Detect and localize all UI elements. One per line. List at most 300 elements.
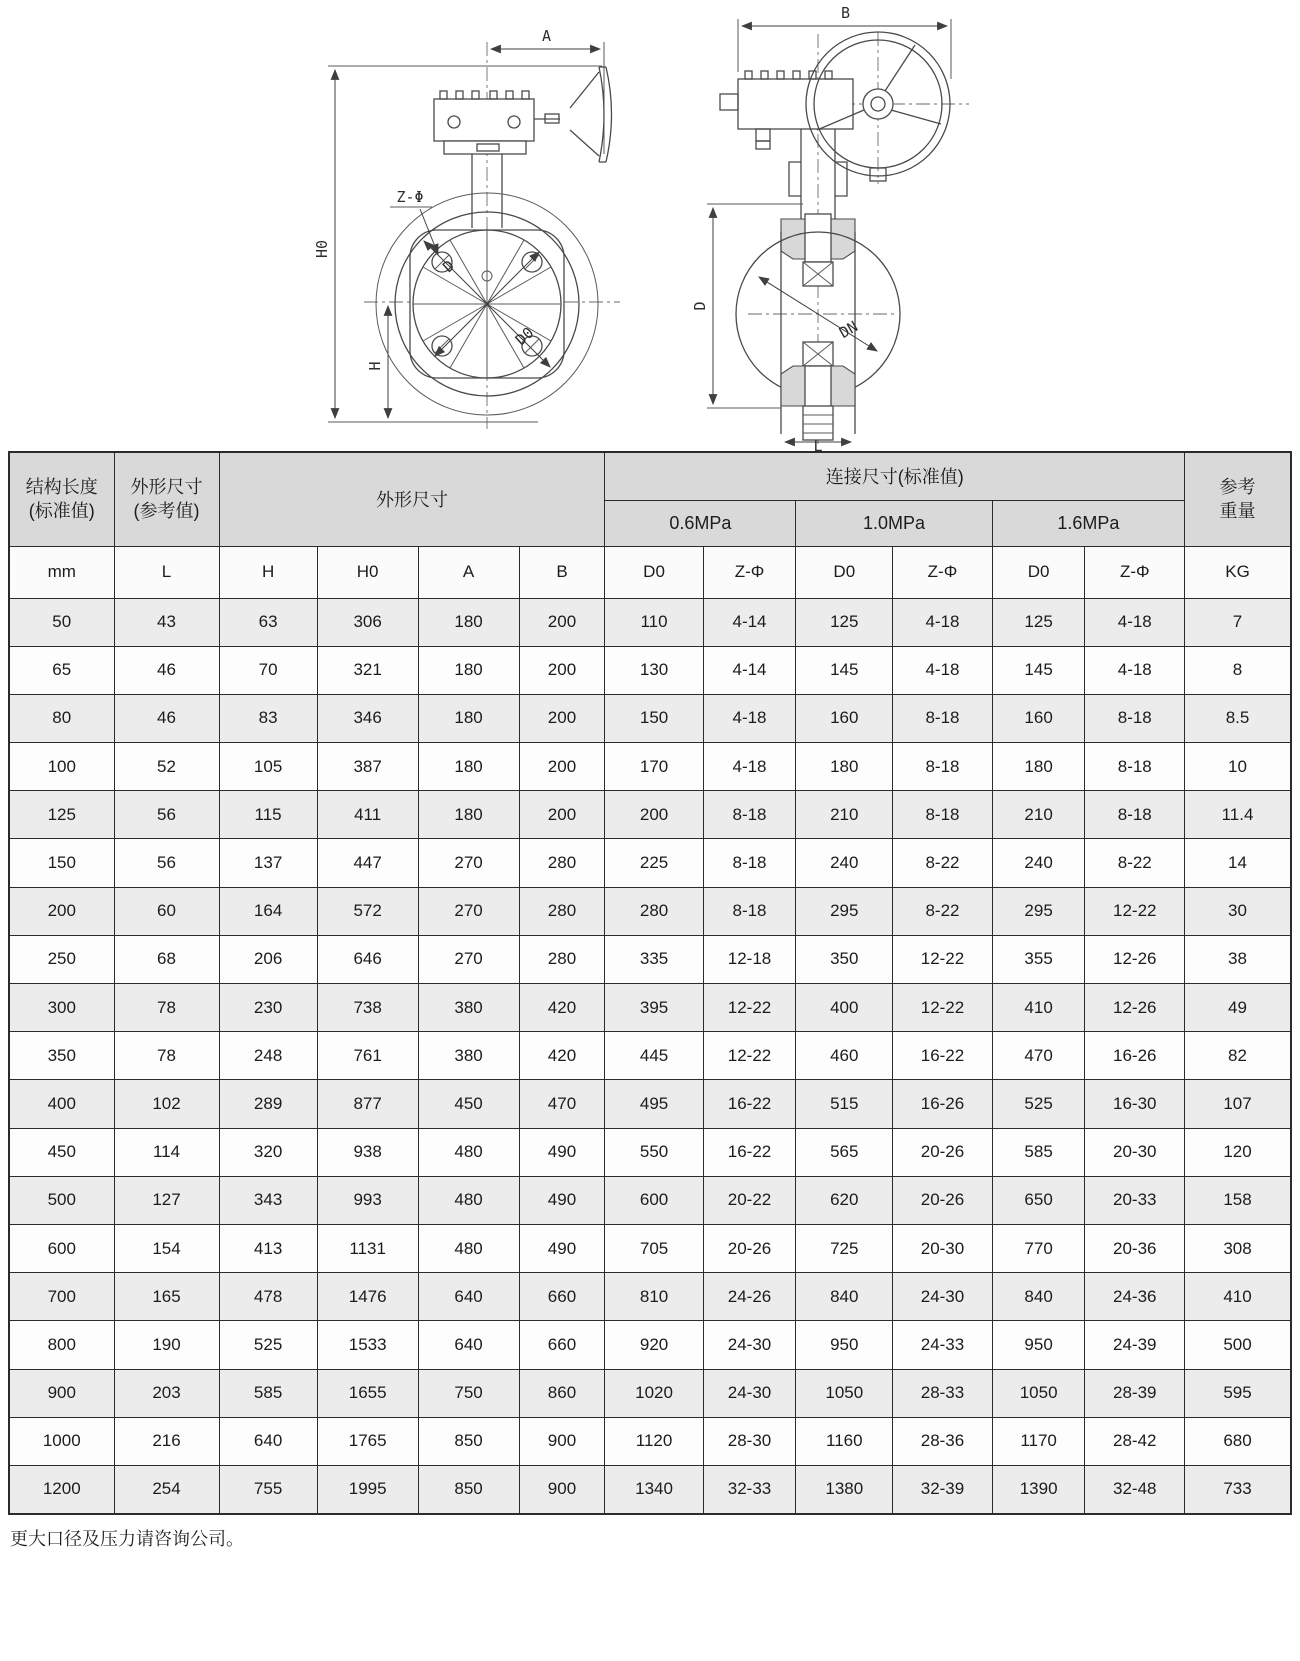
table-cell: 8-22 (1085, 839, 1185, 887)
header-structure-length-line1: 结构长度 (25, 476, 98, 497)
table-row (9, 598, 1291, 646)
table-cell: 660 (519, 1273, 605, 1321)
table-cell: 200 (519, 743, 605, 791)
unit-cell: Z-Φ (893, 546, 993, 598)
table-cell: 16-30 (1085, 1080, 1185, 1128)
dim-label-b: B (841, 4, 851, 22)
table-cell: 8-18 (1085, 743, 1185, 791)
table-row (9, 935, 1291, 983)
table-cell: 993 (317, 1176, 418, 1224)
table-cell: 410 (1185, 1273, 1291, 1321)
table-cell: 32-33 (703, 1465, 796, 1513)
table-cell: 565 (796, 1128, 893, 1176)
table-cell: 585 (219, 1369, 317, 1417)
table-cell: 420 (519, 1032, 605, 1080)
table-cell: 387 (317, 743, 418, 791)
table-cell: 500 (9, 1176, 114, 1224)
table-cell: 900 (519, 1417, 605, 1465)
table-cell: 480 (418, 1224, 519, 1272)
table-cell: 490 (519, 1128, 605, 1176)
table-cell: 447 (317, 839, 418, 887)
table-cell: 150 (9, 839, 114, 887)
table-cell: 32-48 (1085, 1465, 1185, 1513)
table-row (9, 1273, 1291, 1321)
table-cell: 240 (796, 839, 893, 887)
table-cell: 28-36 (893, 1417, 993, 1465)
table-cell: 20-22 (703, 1176, 796, 1224)
table-cell: 12-18 (703, 935, 796, 983)
table-cell: 125 (992, 598, 1085, 646)
table-cell: 490 (519, 1224, 605, 1272)
table-cell: 24-26 (703, 1273, 796, 1321)
table-cell: 38 (1185, 935, 1291, 983)
table-cell: 164 (219, 887, 317, 935)
dimensions-table (8, 451, 1292, 1515)
header-weight (1185, 452, 1291, 546)
table-cell: 68 (114, 935, 219, 983)
header-pressure-10: 1.0MPa (796, 500, 992, 546)
unit-cell: D0 (796, 546, 893, 598)
table-cell: 705 (605, 1224, 703, 1272)
header-pressure-16: 1.6MPa (992, 500, 1184, 546)
table-cell: 28-30 (703, 1417, 796, 1465)
table-cell: 4-18 (893, 598, 993, 646)
table-cell: 600 (9, 1224, 114, 1272)
table-cell: 938 (317, 1128, 418, 1176)
dim-label-d: D (439, 256, 459, 276)
units-row (9, 546, 1291, 598)
table-cell: 60 (114, 887, 219, 935)
header-weight-line2: 重量 (1219, 501, 1256, 522)
table-cell: 20-30 (1085, 1128, 1185, 1176)
table-cell: 320 (219, 1128, 317, 1176)
table-cell: 950 (796, 1321, 893, 1369)
table-cell: 725 (796, 1224, 893, 1272)
table-cell: 10 (1185, 743, 1291, 791)
table-cell: 525 (219, 1321, 317, 1369)
dim-label-d-side: D (691, 301, 709, 311)
table-cell: 16-26 (893, 1080, 993, 1128)
table-cell: 650 (992, 1176, 1085, 1224)
table-cell: 1131 (317, 1224, 418, 1272)
table-cell: 620 (796, 1176, 893, 1224)
table-cell: 470 (519, 1080, 605, 1128)
table-cell: 640 (219, 1417, 317, 1465)
table-cell: 12-22 (703, 984, 796, 1032)
table-cell: 8-18 (1085, 694, 1185, 742)
table-cell: 395 (605, 984, 703, 1032)
table-cell: 410 (992, 984, 1085, 1032)
table-cell: 8-18 (1085, 791, 1185, 839)
table-cell: 24-30 (893, 1273, 993, 1321)
valve-front-view-drawing (302, 4, 647, 444)
header-pressure-06: 0.6MPa (605, 500, 796, 546)
table-cell: 24-33 (893, 1321, 993, 1369)
table-row (9, 887, 1291, 935)
table-cell: 400 (9, 1080, 114, 1128)
table-cell: 180 (418, 646, 519, 694)
unit-cell: B (519, 546, 605, 598)
table-cell: 280 (605, 887, 703, 935)
unit-cell: D0 (992, 546, 1085, 598)
table-cell: 107 (1185, 1080, 1291, 1128)
table-cell: 280 (519, 839, 605, 887)
table-cell: 321 (317, 646, 418, 694)
unit-cell: Z-Φ (703, 546, 796, 598)
table-cell: 1380 (796, 1465, 893, 1513)
table-cell: 56 (114, 839, 219, 887)
table-cell: 24-30 (703, 1321, 796, 1369)
table-cell: 1050 (796, 1369, 893, 1417)
table-cell: 180 (418, 598, 519, 646)
table-row (9, 984, 1291, 1032)
dim-label-dn: DN (836, 317, 861, 342)
table-cell: 920 (605, 1321, 703, 1369)
table-cell: 4-18 (1085, 598, 1185, 646)
header-dim-ref-line2: (参考值) (133, 501, 200, 522)
table-cell: 158 (1185, 1176, 1291, 1224)
dimensions-table-wrap (0, 451, 1300, 1515)
table-cell: 761 (317, 1032, 418, 1080)
table-cell: 450 (9, 1128, 114, 1176)
table-cell: 102 (114, 1080, 219, 1128)
table-cell: 16-22 (703, 1080, 796, 1128)
table-row (9, 694, 1291, 742)
table-cell: 200 (519, 694, 605, 742)
drawings-section (0, 0, 1300, 452)
table-cell: 280 (519, 887, 605, 935)
table-cell: 63 (219, 598, 317, 646)
table-cell: 180 (796, 743, 893, 791)
table-cell: 840 (796, 1273, 893, 1321)
unit-cell: D0 (605, 546, 703, 598)
table-cell: 572 (317, 887, 418, 935)
unit-cell: L (114, 546, 219, 598)
table-row (9, 1032, 1291, 1080)
table-cell: 525 (992, 1080, 1085, 1128)
table-cell: 145 (992, 646, 1085, 694)
table-cell: 100 (9, 743, 114, 791)
table-cell: 12-22 (1085, 887, 1185, 935)
table-cell: 733 (1185, 1465, 1291, 1513)
table-cell: 8-18 (893, 743, 993, 791)
table-row (9, 743, 1291, 791)
table-cell: 180 (992, 743, 1085, 791)
table-cell: 12-22 (893, 935, 993, 983)
table-cell: 8-18 (703, 791, 796, 839)
table-cell: 160 (992, 694, 1085, 742)
table-cell: 240 (992, 839, 1085, 887)
table-cell: 646 (317, 935, 418, 983)
table-cell: 810 (605, 1273, 703, 1321)
valve-side-view-drawing (653, 4, 998, 452)
table-cell: 12-22 (893, 984, 993, 1032)
table-row (9, 1417, 1291, 1465)
table-cell: 50 (9, 598, 114, 646)
table-cell: 78 (114, 984, 219, 1032)
table-cell: 210 (992, 791, 1085, 839)
table-cell: 515 (796, 1080, 893, 1128)
header-connection-group: 连接尺寸(标准值) (605, 452, 1185, 500)
table-cell: 114 (114, 1128, 219, 1176)
table-cell: 200 (519, 598, 605, 646)
table-cell: 12-22 (703, 1032, 796, 1080)
table-row (9, 839, 1291, 887)
table-cell: 110 (605, 598, 703, 646)
table-cell: 4-18 (703, 694, 796, 742)
table-cell: 137 (219, 839, 317, 887)
table-cell: 1655 (317, 1369, 418, 1417)
table-cell: 20-26 (703, 1224, 796, 1272)
table-cell: 12-26 (1085, 984, 1185, 1032)
table-cell: 1050 (992, 1369, 1085, 1417)
table-cell: 480 (418, 1176, 519, 1224)
table-cell: 1765 (317, 1417, 418, 1465)
table-cell: 411 (317, 791, 418, 839)
table-cell: 160 (796, 694, 893, 742)
header-structure-length (9, 452, 114, 546)
table-cell: 1533 (317, 1321, 418, 1369)
table-cell: 1340 (605, 1465, 703, 1513)
table-cell: 770 (992, 1224, 1085, 1272)
table-cell: 8 (1185, 646, 1291, 694)
table-cell: 130 (605, 646, 703, 694)
table-cell: 500 (1185, 1321, 1291, 1369)
table-cell: 145 (796, 646, 893, 694)
dim-label-h0: H0 (313, 239, 331, 259)
table-cell: 270 (418, 935, 519, 983)
table-cell: 28-33 (893, 1369, 993, 1417)
table-cell: 28-39 (1085, 1369, 1185, 1417)
table-cell: 7 (1185, 598, 1291, 646)
table-cell: 1020 (605, 1369, 703, 1417)
table-cell: 49 (1185, 984, 1291, 1032)
table-cell: 950 (992, 1321, 1085, 1369)
table-cell: 180 (418, 791, 519, 839)
table-cell: 203 (114, 1369, 219, 1417)
table-row (9, 1176, 1291, 1224)
table-cell: 445 (605, 1032, 703, 1080)
table-cell: 640 (418, 1321, 519, 1369)
table-cell: 640 (418, 1273, 519, 1321)
table-cell: 1170 (992, 1417, 1085, 1465)
table-cell: 860 (519, 1369, 605, 1417)
table-cell: 460 (796, 1032, 893, 1080)
table-cell: 4-18 (893, 646, 993, 694)
table-cell: 8-18 (703, 887, 796, 935)
table-cell: 82 (1185, 1032, 1291, 1080)
table-cell: 16-26 (1085, 1032, 1185, 1080)
table-cell: 8-22 (893, 839, 993, 887)
table-cell: 20-30 (893, 1224, 993, 1272)
table-cell: 248 (219, 1032, 317, 1080)
table-cell: 56 (114, 791, 219, 839)
table-cell: 350 (9, 1032, 114, 1080)
table-cell: 20-26 (893, 1128, 993, 1176)
table-cell: 190 (114, 1321, 219, 1369)
table-cell: 380 (418, 1032, 519, 1080)
table-cell: 660 (519, 1321, 605, 1369)
table-cell: 595 (1185, 1369, 1291, 1417)
table-cell: 24-39 (1085, 1321, 1185, 1369)
table-cell: 230 (219, 984, 317, 1032)
table-cell: 350 (796, 935, 893, 983)
table-cell: 400 (796, 984, 893, 1032)
dim-label-h: H (366, 361, 384, 371)
table-cell: 700 (9, 1273, 114, 1321)
table-cell: 495 (605, 1080, 703, 1128)
table-cell: 840 (992, 1273, 1085, 1321)
unit-cell: H (219, 546, 317, 598)
unit-cell: A (418, 546, 519, 598)
table-cell: 180 (418, 743, 519, 791)
table-cell: 165 (114, 1273, 219, 1321)
table-cell: 413 (219, 1224, 317, 1272)
table-cell: 14 (1185, 839, 1291, 887)
table-cell: 1000 (9, 1417, 114, 1465)
table-cell: 346 (317, 694, 418, 742)
table-cell: 24-30 (703, 1369, 796, 1417)
table-cell: 585 (992, 1128, 1085, 1176)
table-cell: 200 (605, 791, 703, 839)
dim-label-l: L (813, 437, 823, 452)
table-cell: 32-39 (893, 1465, 993, 1513)
table-cell: 600 (605, 1176, 703, 1224)
table-cell: 70 (219, 646, 317, 694)
table-row (9, 1465, 1291, 1513)
table-cell: 755 (219, 1465, 317, 1513)
table-row (9, 1321, 1291, 1369)
header-dim-ref (114, 452, 219, 546)
table-cell: 1160 (796, 1417, 893, 1465)
table-cell: 1995 (317, 1465, 418, 1513)
table-cell: 470 (992, 1032, 1085, 1080)
table-cell: 20-26 (893, 1176, 993, 1224)
table-cell: 738 (317, 984, 418, 1032)
table-cell: 877 (317, 1080, 418, 1128)
table-row (9, 1080, 1291, 1128)
header-outline-group: 外形尺寸 (219, 452, 605, 546)
header-weight-line1: 参考 (1219, 476, 1256, 497)
table-cell: 289 (219, 1080, 317, 1128)
table-cell: 250 (9, 935, 114, 983)
table-cell: 1120 (605, 1417, 703, 1465)
table-cell: 46 (114, 646, 219, 694)
table-cell: 850 (418, 1465, 519, 1513)
table-cell: 680 (1185, 1417, 1291, 1465)
table-cell: 308 (1185, 1224, 1291, 1272)
header-dim-ref-line1: 外形尺寸 (130, 476, 203, 497)
table-cell: 20-33 (1085, 1176, 1185, 1224)
table-cell: 420 (519, 984, 605, 1032)
table-cell: 4-14 (703, 646, 796, 694)
unit-cell: KG (1185, 546, 1291, 598)
table-cell: 127 (114, 1176, 219, 1224)
table-row (9, 1369, 1291, 1417)
table-cell: 335 (605, 935, 703, 983)
table-cell: 125 (9, 791, 114, 839)
table-cell: 295 (992, 887, 1085, 935)
table-cell: 270 (418, 887, 519, 935)
table-cell: 254 (114, 1465, 219, 1513)
table-cell: 180 (418, 694, 519, 742)
unit-cell: mm (9, 546, 114, 598)
table-cell: 8-18 (893, 791, 993, 839)
table-cell: 78 (114, 1032, 219, 1080)
table-cell: 30 (1185, 887, 1291, 935)
table-cell: 65 (9, 646, 114, 694)
table-cell: 8-18 (893, 694, 993, 742)
table-cell: 83 (219, 694, 317, 742)
table-cell: 355 (992, 935, 1085, 983)
table-cell: 16-22 (893, 1032, 993, 1080)
table-cell: 154 (114, 1224, 219, 1272)
table-cell: 12-26 (1085, 935, 1185, 983)
table-cell: 850 (418, 1417, 519, 1465)
table-cell: 295 (796, 887, 893, 935)
dim-label-z-phi: Z-Φ (396, 188, 424, 206)
table-cell: 300 (9, 984, 114, 1032)
table-cell: 46 (114, 694, 219, 742)
table-cell: 16-22 (703, 1128, 796, 1176)
table-cell: 24-36 (1085, 1273, 1185, 1321)
table-cell: 4-18 (1085, 646, 1185, 694)
dim-label-d0: D0 (511, 323, 538, 350)
table-cell: 170 (605, 743, 703, 791)
header-structure-length-line2: (标准值) (28, 501, 95, 522)
table-cell: 200 (9, 887, 114, 935)
table-cell: 210 (796, 791, 893, 839)
table-cell: 550 (605, 1128, 703, 1176)
table-cell: 4-18 (703, 743, 796, 791)
table-row (9, 791, 1291, 839)
table-cell: 200 (519, 646, 605, 694)
table-cell: 270 (418, 839, 519, 887)
table-cell: 490 (519, 1176, 605, 1224)
table-cell: 8-22 (893, 887, 993, 935)
table-cell: 206 (219, 935, 317, 983)
table-cell: 1200 (9, 1465, 114, 1513)
table-cell: 216 (114, 1417, 219, 1465)
table-cell: 8.5 (1185, 694, 1291, 742)
table-cell: 28-42 (1085, 1417, 1185, 1465)
table-cell: 800 (9, 1321, 114, 1369)
table-cell: 225 (605, 839, 703, 887)
unit-cell: H0 (317, 546, 418, 598)
table-row (9, 646, 1291, 694)
table-cell: 478 (219, 1273, 317, 1321)
table-cell: 343 (219, 1176, 317, 1224)
table-cell: 115 (219, 791, 317, 839)
table-cell: 480 (418, 1128, 519, 1176)
table-cell: 11.4 (1185, 791, 1291, 839)
table-cell: 105 (219, 743, 317, 791)
table-cell: 450 (418, 1080, 519, 1128)
table-cell: 1390 (992, 1465, 1085, 1513)
table-cell: 80 (9, 694, 114, 742)
table-cell: 900 (9, 1369, 114, 1417)
table-cell: 120 (1185, 1128, 1291, 1176)
table-cell: 20-36 (1085, 1224, 1185, 1272)
table-cell: 380 (418, 984, 519, 1032)
table-cell: 900 (519, 1465, 605, 1513)
unit-cell: Z-Φ (1085, 546, 1185, 598)
table-row (9, 1128, 1291, 1176)
table-cell: 125 (796, 598, 893, 646)
table-cell: 4-14 (703, 598, 796, 646)
footnote: 更大口径及压力请咨询公司。 (10, 1528, 244, 1549)
table-cell: 43 (114, 598, 219, 646)
